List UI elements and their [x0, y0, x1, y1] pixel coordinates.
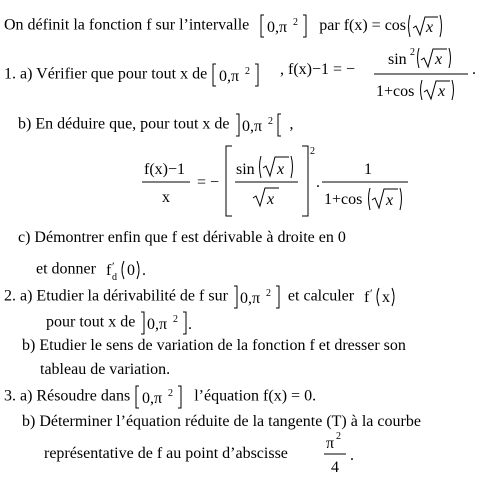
svg-text:f: f: [364, 289, 370, 306]
svg-text:x: x: [435, 51, 443, 68]
svg-text:0,π: 0,π: [241, 118, 262, 135]
q1c-line1: c) Démontrer enfin que f est dérivable à droite en 0: [18, 229, 346, 246]
svg-text:sin: sin: [388, 51, 407, 68]
svg-text:1+cos: 1+cos: [376, 83, 415, 100]
svg-text:= −: = −: [197, 174, 220, 191]
q1b-formula: [142, 144, 412, 225]
svg-text:f(x)−1: f(x)−1: [144, 161, 186, 178]
intro-line: [4, 13, 444, 39]
svg-text:x: x: [277, 161, 285, 178]
q2a-line2-text: pour tout x de: [46, 313, 136, 331]
svg-text:0: 0: [126, 262, 135, 279]
q2a-line1: [4, 284, 408, 310]
svg-text:x: x: [438, 83, 446, 100]
q2a-mid: et calculer: [287, 287, 355, 305]
q2a-interval2: [139, 310, 195, 336]
svg-text:1+cos: 1+cos: [324, 191, 363, 208]
q1a-period: .: [472, 61, 476, 78]
svg-text:.: .: [188, 316, 193, 333]
svg-text:x: x: [267, 191, 275, 208]
svg-text:′: ′: [370, 286, 373, 300]
svg-text:2: 2: [410, 47, 415, 58]
svg-text:.: .: [350, 447, 354, 464]
svg-text:.: .: [316, 174, 320, 191]
svg-text:0,π: 0,π: [219, 68, 240, 85]
svg-text:2: 2: [265, 288, 271, 299]
svg-text:2: 2: [267, 116, 273, 127]
q2b-line1: b) Etudier le sens de variation de la fonction f et dresser son: [22, 337, 406, 354]
q1b-interval: [234, 112, 286, 138]
q2a-line2: [46, 310, 195, 336]
svg-text:.: .: [141, 262, 146, 279]
q1a-mid: , f(x)−1 = −: [280, 61, 356, 78]
intro-interval: [259, 17, 315, 34]
q1b-line: b) En déduire que, pour tout x de 0,π 2 ,: [18, 112, 294, 138]
intro-function-def: par f(x) = cos x: [319, 17, 444, 34]
intro-prefix: On définit la fonction f sur l’intervalle: [4, 16, 250, 34]
q2a-prefix: 2. a) Etudier la dérivabilité de f sur: [4, 287, 228, 305]
q2b-line2: tableau de variation.: [40, 361, 171, 378]
q3b-fraction: [322, 430, 362, 481]
svg-text:2: 2: [173, 314, 179, 325]
q3a-suffix: l’équation f(x) = 0.: [194, 387, 317, 405]
q2a-derivative: [358, 285, 408, 309]
q3b-line2-text: représentative de f au point d’abscisse: [44, 445, 288, 462]
q1a-line: [4, 62, 263, 88]
svg-text:x: x: [382, 289, 391, 306]
svg-text:f: f: [105, 262, 112, 279]
q1c-line2: [36, 258, 160, 282]
svg-text:x: x: [426, 19, 434, 36]
svg-text:0,π: 0,π: [142, 390, 163, 407]
svg-text:x: x: [386, 192, 394, 209]
q3a-interval: [134, 384, 190, 410]
q2a-interval: [232, 284, 284, 310]
svg-text:x: x: [162, 189, 170, 206]
svg-text:2: 2: [168, 388, 174, 399]
q1b-text: b) En déduire que, pour tout x de: [18, 115, 230, 133]
q3b-line2: [44, 446, 288, 462]
q3a-prefix: 3. a) Résoudre dans: [4, 387, 131, 405]
svg-text:π: π: [326, 435, 335, 452]
svg-text:d: d: [111, 272, 117, 282]
q1a-prefix: 1. a) Vérifier que pour tout x de: [4, 65, 208, 83]
svg-text:1: 1: [364, 161, 372, 178]
svg-text:2: 2: [293, 17, 299, 28]
svg-text:2: 2: [245, 66, 251, 77]
q1c-line2-text: et donner: [36, 260, 96, 278]
svg-text:0,π: 0,π: [267, 19, 288, 36]
q1c-derivative: [100, 258, 160, 282]
svg-text:0,π: 0,π: [239, 290, 260, 307]
q1a-interval: [211, 62, 263, 88]
q1a-fraction: [372, 40, 472, 111]
q3b-line1: b) Déterminer l’équation réduite de la tangente (T) à la courbe: [22, 413, 421, 430]
svg-text:2: 2: [310, 146, 315, 157]
svg-text:2: 2: [336, 431, 341, 442]
q3a-line: [4, 384, 316, 410]
svg-text:sin: sin: [236, 161, 255, 178]
svg-text:4: 4: [331, 459, 339, 476]
svg-text:0,π: 0,π: [147, 316, 168, 333]
svg-text:′: ′: [111, 259, 115, 273]
